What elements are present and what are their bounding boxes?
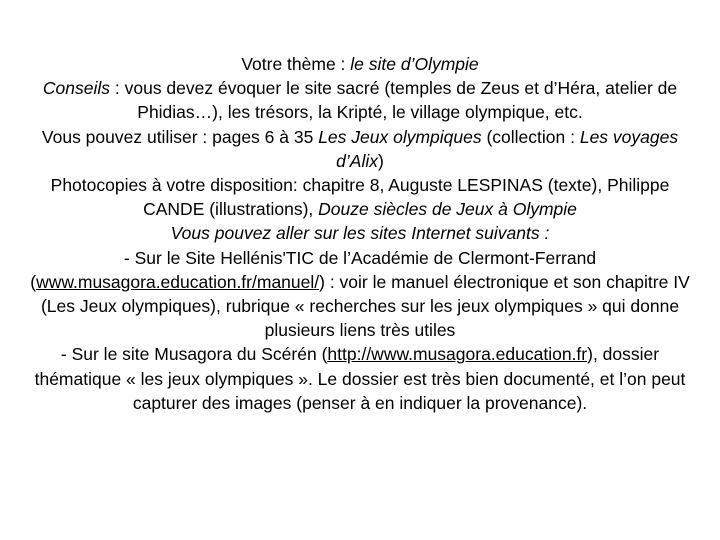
photocopies-title: Douze siècles de Jeux à Olympie — [318, 199, 577, 220]
collection-prefix: (collection : — [481, 126, 580, 147]
photocopies-paragraph — [30, 173, 690, 221]
advice-label: Conseils — [42, 78, 111, 99]
site2-suffix: ), dossier thématique « les jeux olympiques ». Le dossier est très bien documenté, et l’on peut capturer des images (penser à en indiquer la provenance). — [34, 344, 686, 413]
collection-name: Les voyages d’Alix — [336, 126, 679, 171]
site1-link[interactable]: www.musagora.education.fr/manuel/ — [36, 271, 320, 292]
site2-prefix: - Sur le site Musagora du Scérén ( — [60, 344, 328, 365]
site2-link[interactable]: http://www.musagora.education.fr — [327, 344, 588, 365]
advice-text: : vous devez évoquer le site sacré (temples de Zeus et d’Héra, atelier de Phidias…), les trésors, la Kripté, le village olympique, etc. — [110, 78, 678, 123]
site1-paragraph — [30, 246, 690, 343]
books-paragraph — [30, 125, 690, 173]
theme-label: Votre thème : — [241, 54, 351, 74]
site1-prefix: - Sur le Site Hellénis'TIC de l’Académie de Clermont-Ferrand ( — [30, 247, 597, 292]
advice-paragraph — [30, 76, 690, 124]
collection-suffix: ) — [378, 150, 384, 171]
theme-line — [30, 52, 690, 76]
instructions-text — [30, 52, 690, 415]
websites-intro: Vous pouvez aller sur les sites Internet suivants : — [170, 223, 550, 244]
books-text: Vous pouvez utiliser : pages 6 à 35 — [41, 126, 319, 147]
site2-paragraph — [30, 342, 690, 415]
site1-suffix: ) : voir le manuel électronique et son chapitre IV (Les Jeux olympiques), rubrique « recherches sur les jeux olympiques » qui donne plusieurs liens très utiles — [40, 271, 690, 341]
book-title: Les Jeux olympiques — [318, 126, 482, 147]
photocopies-text: Photocopies à votre disposition: chapitre 8, Auguste LESPINAS (texte), Philippe CANDE (illustrations), — [50, 175, 670, 220]
theme-value: le site d’Olympie — [350, 54, 479, 74]
